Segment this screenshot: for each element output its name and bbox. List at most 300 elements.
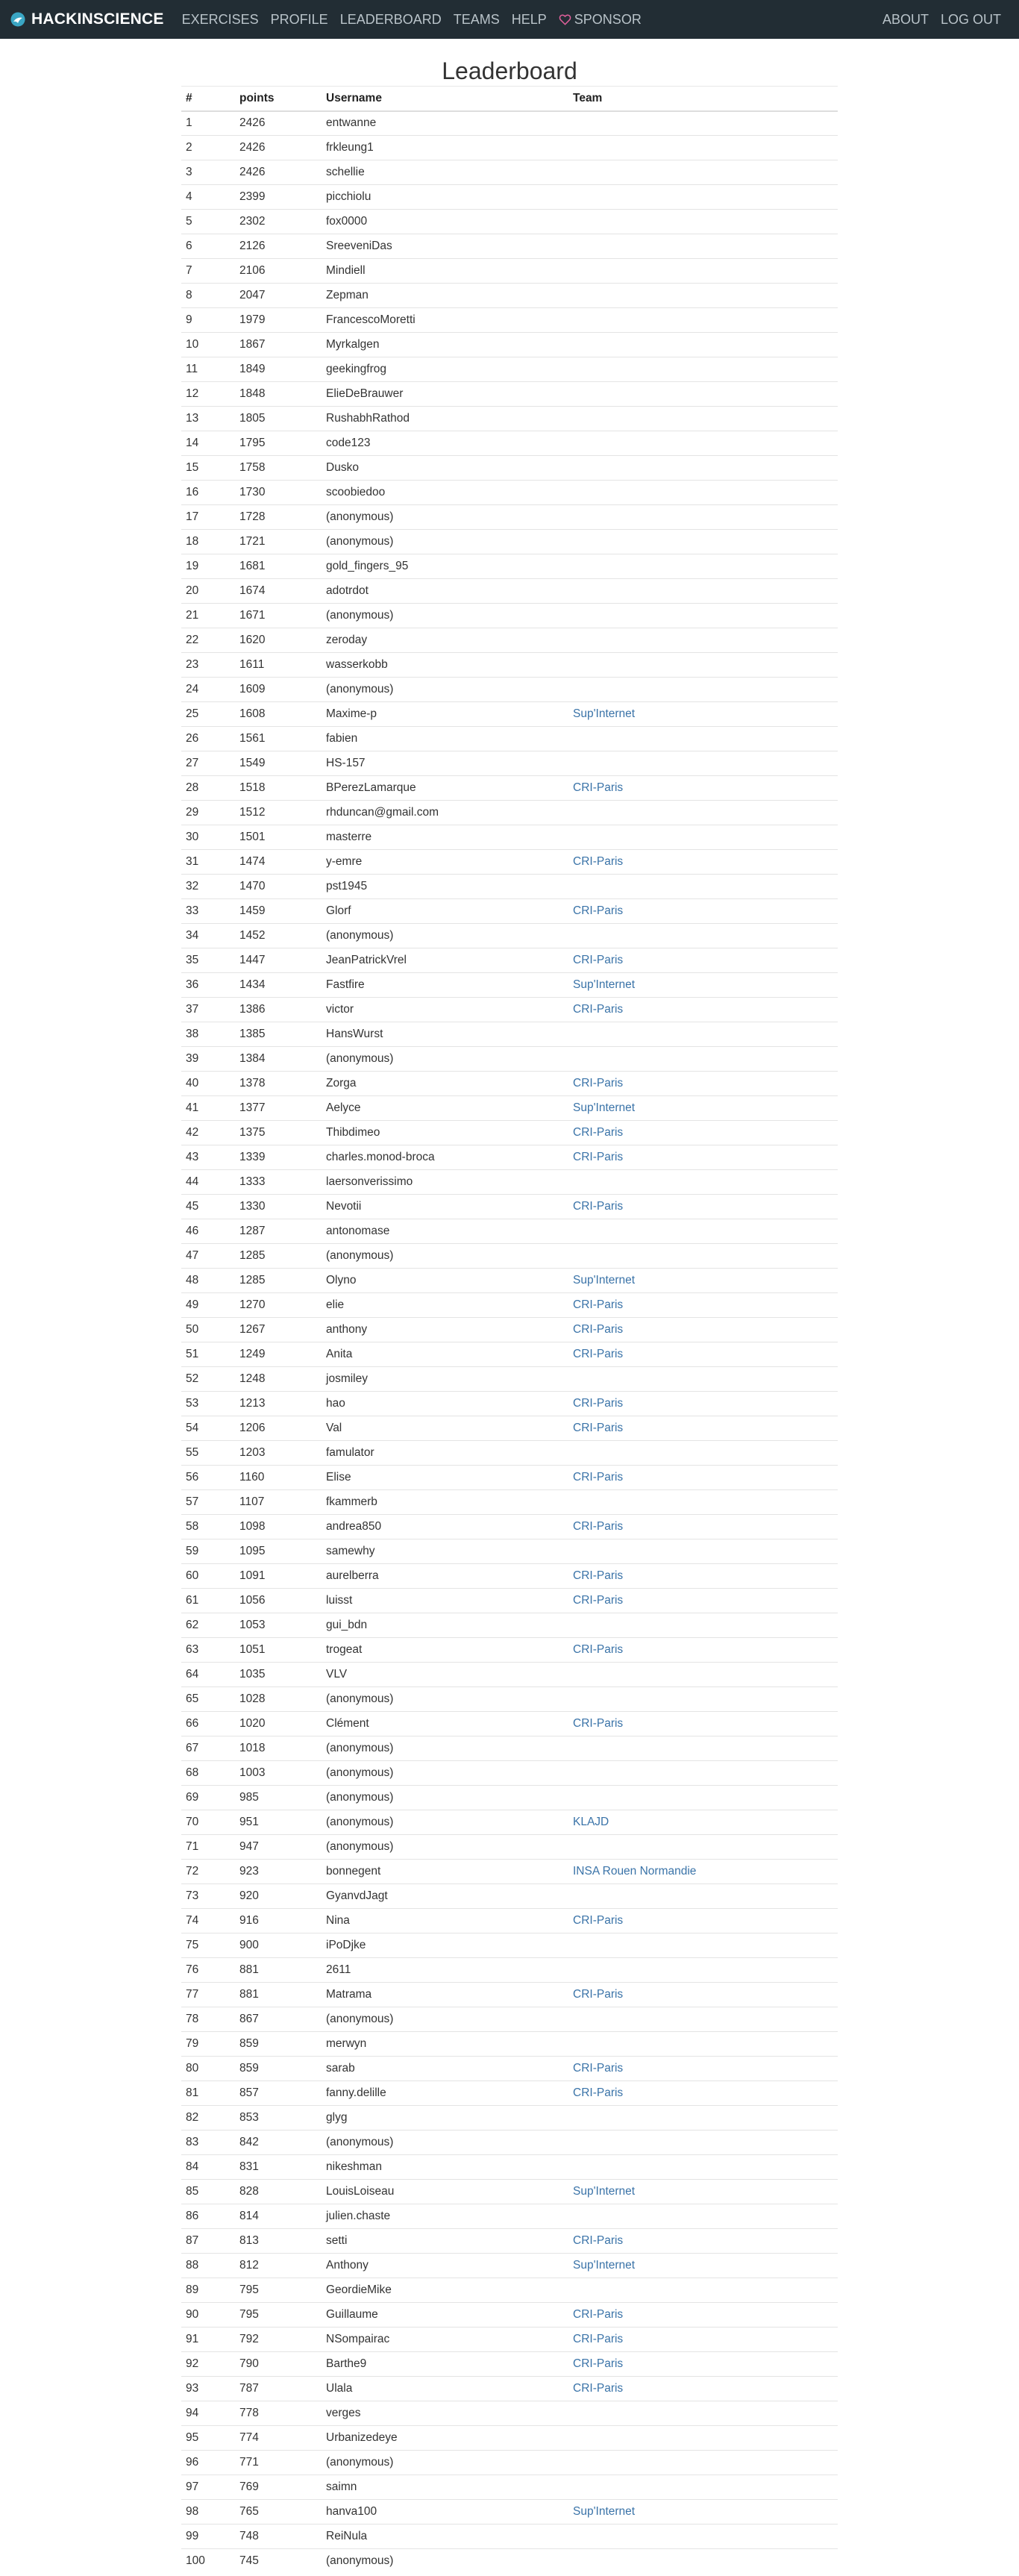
rank-cell: 95 — [181, 2426, 235, 2451]
team-cell — [568, 2500, 838, 2525]
team-cell — [568, 2155, 838, 2180]
team-link[interactable]: CRI-Paris — [573, 1422, 624, 1434]
rank-cell: 56 — [181, 1466, 235, 1490]
team-cell — [568, 1318, 838, 1342]
team-link[interactable]: Sup'Internet — [573, 2505, 636, 2518]
username-cell: gold_fingers_95 — [322, 554, 568, 579]
username-cell: y-emre — [322, 850, 568, 875]
header-team: Team — [568, 87, 838, 111]
points-cell: 1518 — [235, 776, 322, 801]
username-cell: Myrkalgen — [322, 333, 568, 357]
team-cell — [568, 1490, 838, 1515]
username-cell: (anonymous) — [322, 2451, 568, 2475]
table-row — [181, 308, 838, 333]
username-cell: RushabhRathod — [322, 407, 568, 431]
points-cell: 769 — [235, 2475, 322, 2500]
table-row — [181, 1293, 838, 1318]
username-cell: victor — [322, 998, 568, 1022]
table-row — [181, 948, 838, 973]
table-row — [181, 1047, 838, 1072]
table-row — [181, 111, 838, 136]
nav-right — [882, 12, 1009, 28]
team-link[interactable]: CRI-Paris — [573, 2234, 624, 2247]
table-row — [181, 2130, 838, 2155]
username-cell: elie — [322, 1293, 568, 1318]
points-cell: 1848 — [235, 382, 322, 407]
points-cell: 828 — [235, 2180, 322, 2204]
team-cell — [568, 2525, 838, 2549]
username-cell: fkammerb — [322, 1490, 568, 1515]
team-cell — [568, 2180, 838, 2204]
rank-cell: 52 — [181, 1367, 235, 1392]
username-cell: fanny.delille — [322, 2081, 568, 2106]
username-cell: Anita — [322, 1342, 568, 1367]
team-cell — [568, 2032, 838, 2057]
points-cell: 2399 — [235, 185, 322, 210]
rank-cell: 47 — [181, 1244, 235, 1269]
nav-sponsor-label: SPONSOR — [574, 11, 642, 27]
points-cell: 1452 — [235, 924, 322, 948]
nav-exercises[interactable]: EXERCISES — [181, 11, 259, 27]
username-cell: LouisLoiseau — [322, 2180, 568, 2204]
team-cell — [568, 2229, 838, 2254]
table-row — [181, 1933, 838, 1958]
username-cell: (anonymous) — [322, 2007, 568, 2032]
team-cell — [568, 1219, 838, 1244]
table-row — [181, 136, 838, 160]
table-row — [181, 1860, 838, 1884]
team-link[interactable]: CRI-Paris — [573, 1126, 624, 1139]
points-cell: 1501 — [235, 825, 322, 850]
team-link[interactable]: CRI-Paris — [573, 1717, 624, 1730]
team-cell — [568, 924, 838, 948]
team-link[interactable]: CRI-Paris — [573, 1569, 624, 1582]
username-cell: picchiolu — [322, 185, 568, 210]
username-cell: (anonymous) — [322, 1835, 568, 1860]
team-link[interactable]: KLAJD — [573, 1816, 609, 1828]
team-cell — [568, 1170, 838, 1195]
points-cell: 1203 — [235, 1441, 322, 1466]
team-cell — [568, 530, 838, 554]
rank-cell: 39 — [181, 1047, 235, 1072]
rank-cell: 21 — [181, 604, 235, 628]
rank-cell: 63 — [181, 1638, 235, 1663]
team-cell — [568, 973, 838, 998]
rank-cell: 54 — [181, 1416, 235, 1441]
team-link[interactable]: CRI-Paris — [573, 904, 624, 917]
username-cell: glyg — [322, 2106, 568, 2130]
team-cell — [568, 234, 838, 259]
team-cell — [568, 136, 838, 160]
team-link[interactable]: Sup'Internet — [573, 2185, 636, 2198]
table-row — [181, 899, 838, 924]
rank-cell: 99 — [181, 2525, 235, 2549]
rank-cell: 10 — [181, 333, 235, 357]
points-cell: 778 — [235, 2401, 322, 2426]
username-cell: zeroday — [322, 628, 568, 653]
table-row — [181, 456, 838, 481]
team-cell — [568, 357, 838, 382]
team-cell — [568, 554, 838, 579]
rank-cell: 34 — [181, 924, 235, 948]
team-cell — [568, 1638, 838, 1663]
rank-cell: 57 — [181, 1490, 235, 1515]
username-cell: anthony — [322, 1318, 568, 1342]
team-link[interactable]: Sup'Internet — [573, 978, 636, 991]
rank-cell: 80 — [181, 2057, 235, 2081]
table-row — [181, 481, 838, 505]
table-row — [181, 2500, 838, 2525]
points-cell: 2426 — [235, 136, 322, 160]
table-row — [181, 1810, 838, 1835]
table-row — [181, 210, 838, 234]
rank-cell: 40 — [181, 1072, 235, 1096]
team-cell — [568, 604, 838, 628]
team-cell — [568, 1860, 838, 1884]
team-link[interactable]: CRI-Paris — [573, 2333, 624, 2345]
team-cell — [568, 456, 838, 481]
table-row — [181, 678, 838, 702]
team-link[interactable]: Sup'Internet — [573, 1101, 636, 1114]
table-row — [181, 2229, 838, 2254]
username-cell: gui_bdn — [322, 1613, 568, 1638]
rank-cell: 61 — [181, 1589, 235, 1613]
table-row — [181, 1318, 838, 1342]
brand-link[interactable] — [10, 10, 164, 28]
team-cell — [568, 2204, 838, 2229]
points-cell: 1758 — [235, 456, 322, 481]
rank-cell: 16 — [181, 481, 235, 505]
team-cell — [568, 1687, 838, 1712]
team-cell — [568, 875, 838, 899]
points-cell: 1285 — [235, 1269, 322, 1293]
table-row — [181, 2475, 838, 2500]
team-link[interactable]: CRI-Paris — [573, 1151, 624, 1163]
rank-cell: 43 — [181, 1145, 235, 1170]
rank-cell: 91 — [181, 2328, 235, 2352]
rank-cell: 97 — [181, 2475, 235, 2500]
rank-cell: 36 — [181, 973, 235, 998]
table-row — [181, 1884, 838, 1909]
team-cell — [568, 2081, 838, 2106]
nav-help[interactable]: HELP — [511, 11, 547, 27]
points-cell: 795 — [235, 2278, 322, 2303]
table-row — [181, 530, 838, 554]
rank-cell: 17 — [181, 505, 235, 530]
username-cell: bonnegent — [322, 1860, 568, 1884]
heart-icon — [559, 14, 571, 25]
team-link[interactable]: CRI-Paris — [573, 1397, 624, 1410]
nav-sponsor[interactable] — [559, 12, 642, 28]
rank-cell: 5 — [181, 210, 235, 234]
team-link[interactable]: CRI-Paris — [573, 1298, 624, 1311]
rank-cell: 98 — [181, 2500, 235, 2525]
points-cell: 900 — [235, 1933, 322, 1958]
rank-cell: 24 — [181, 678, 235, 702]
header-row — [181, 87, 838, 111]
team-cell — [568, 1810, 838, 1835]
rank-cell: 4 — [181, 185, 235, 210]
points-cell: 787 — [235, 2377, 322, 2401]
team-cell — [568, 1786, 838, 1810]
rank-cell: 67 — [181, 1736, 235, 1761]
team-link[interactable]: CRI-Paris — [573, 1003, 624, 1016]
leaderboard-table — [181, 86, 838, 2574]
rank-cell: 38 — [181, 1022, 235, 1047]
table-row — [181, 998, 838, 1022]
rank-cell: 49 — [181, 1293, 235, 1318]
nav-leaderboard[interactable]: LEADERBOARD — [339, 11, 442, 27]
nav-logout[interactable]: LOG OUT — [940, 11, 1001, 27]
points-cell: 812 — [235, 2254, 322, 2278]
team-link[interactable]: CRI-Paris — [573, 2308, 624, 2321]
team-cell — [568, 678, 838, 702]
team-cell — [568, 1515, 838, 1539]
team-cell — [568, 2106, 838, 2130]
rank-cell: 29 — [181, 801, 235, 825]
team-cell — [568, 1761, 838, 1786]
table-row — [181, 1909, 838, 1933]
table-row — [181, 973, 838, 998]
team-link[interactable]: CRI-Paris — [573, 855, 624, 868]
points-cell: 1849 — [235, 357, 322, 382]
rank-cell: 23 — [181, 653, 235, 678]
rank-cell: 12 — [181, 382, 235, 407]
points-cell: 859 — [235, 2032, 322, 2057]
username-cell: antonomase — [322, 1219, 568, 1244]
table-row — [181, 1022, 838, 1047]
table-row — [181, 1712, 838, 1736]
table-row — [181, 505, 838, 530]
team-cell — [568, 1269, 838, 1293]
table-row — [181, 727, 838, 751]
rank-cell: 81 — [181, 2081, 235, 2106]
rank-cell: 19 — [181, 554, 235, 579]
rank-cell: 46 — [181, 1219, 235, 1244]
team-cell — [568, 1663, 838, 1687]
rank-cell: 74 — [181, 1909, 235, 1933]
username-cell: Barthe9 — [322, 2352, 568, 2377]
username-cell: Mindiell — [322, 259, 568, 284]
rank-cell: 89 — [181, 2278, 235, 2303]
team-cell — [568, 210, 838, 234]
team-link[interactable]: Sup'Internet — [573, 2259, 636, 2272]
username-cell: (anonymous) — [322, 1687, 568, 1712]
team-link[interactable]: INSA Rouen Normandie — [573, 1865, 697, 1878]
header-rank: # — [181, 87, 235, 111]
team-cell — [568, 2007, 838, 2032]
team-link[interactable]: CRI-Paris — [573, 954, 624, 966]
team-cell — [568, 1195, 838, 1219]
team-cell — [568, 284, 838, 308]
username-cell: (anonymous) — [322, 505, 568, 530]
rank-cell: 32 — [181, 875, 235, 899]
points-cell: 792 — [235, 2328, 322, 2352]
points-cell: 1160 — [235, 1466, 322, 1490]
team-cell — [568, 1367, 838, 1392]
points-cell: 1028 — [235, 1687, 322, 1712]
points-cell: 1091 — [235, 1564, 322, 1589]
username-cell: andrea850 — [322, 1515, 568, 1539]
table-row — [181, 2180, 838, 2204]
points-cell: 831 — [235, 2155, 322, 2180]
team-link[interactable]: Sup'Internet — [573, 1274, 636, 1287]
points-cell: 916 — [235, 1909, 322, 1933]
username-cell: Zepman — [322, 284, 568, 308]
table-row — [181, 1786, 838, 1810]
team-link[interactable]: CRI-Paris — [573, 1200, 624, 1213]
table-row — [181, 333, 838, 357]
team-cell — [568, 2057, 838, 2081]
team-cell — [568, 1392, 838, 1416]
points-cell: 867 — [235, 2007, 322, 2032]
nav-profile[interactable]: PROFILE — [270, 11, 328, 27]
username-cell: GyanvdJagt — [322, 1884, 568, 1909]
points-cell: 1512 — [235, 801, 322, 825]
username-cell: Clément — [322, 1712, 568, 1736]
rank-cell: 45 — [181, 1195, 235, 1219]
team-cell — [568, 1909, 838, 1933]
rank-cell: 73 — [181, 1884, 235, 1909]
username-cell: Anthony — [322, 2254, 568, 2278]
table-row — [181, 1613, 838, 1638]
team-link[interactable]: CRI-Paris — [573, 1323, 624, 1336]
team-link[interactable]: CRI-Paris — [573, 2357, 624, 2370]
points-cell: 1248 — [235, 1367, 322, 1392]
team-link[interactable]: CRI-Paris — [573, 1594, 624, 1607]
username-cell: laersonverissimo — [322, 1170, 568, 1195]
team-cell — [568, 160, 838, 185]
username-cell: FrancescoMoretti — [322, 308, 568, 333]
team-link[interactable]: CRI-Paris — [573, 1471, 624, 1484]
points-cell: 1249 — [235, 1342, 322, 1367]
rank-cell: 26 — [181, 727, 235, 751]
points-cell: 2426 — [235, 111, 322, 136]
username-cell: (anonymous) — [322, 1244, 568, 1269]
team-cell — [568, 2426, 838, 2451]
team-link[interactable]: CRI-Paris — [573, 1643, 624, 1656]
rank-cell: 55 — [181, 1441, 235, 1466]
username-cell: Maxime-p — [322, 702, 568, 727]
team-link[interactable]: CRI-Paris — [573, 2382, 624, 2395]
username-cell: Ulala — [322, 2377, 568, 2401]
team-cell — [568, 1983, 838, 2007]
team-link[interactable]: CRI-Paris — [573, 2062, 624, 2075]
username-cell: (anonymous) — [322, 530, 568, 554]
username-cell: Urbanizedeye — [322, 2426, 568, 2451]
team-link[interactable]: CRI-Paris — [573, 1914, 624, 1927]
username-cell: scoobiedoo — [322, 481, 568, 505]
team-cell — [568, 1096, 838, 1121]
nav-teams[interactable]: TEAMS — [453, 11, 500, 27]
points-cell: 1549 — [235, 751, 322, 776]
rank-cell: 75 — [181, 1933, 235, 1958]
username-cell: setti — [322, 2229, 568, 2254]
points-cell: 1053 — [235, 1613, 322, 1638]
rank-cell: 22 — [181, 628, 235, 653]
table-row — [181, 2007, 838, 2032]
table-row — [181, 2352, 838, 2377]
team-link[interactable]: CRI-Paris — [573, 1077, 624, 1090]
team-cell — [568, 2352, 838, 2377]
team-link[interactable]: Sup'Internet — [573, 707, 636, 720]
username-cell: Guillaume — [322, 2303, 568, 2328]
rank-cell: 84 — [181, 2155, 235, 2180]
rank-cell: 79 — [181, 2032, 235, 2057]
rank-cell: 82 — [181, 2106, 235, 2130]
points-cell: 1213 — [235, 1392, 322, 1416]
rank-cell: 66 — [181, 1712, 235, 1736]
team-cell — [568, 1884, 838, 1909]
username-cell: Nevotii — [322, 1195, 568, 1219]
username-cell: GeordieMike — [322, 2278, 568, 2303]
team-cell — [568, 1072, 838, 1096]
table-row — [181, 628, 838, 653]
table-body — [181, 111, 838, 2574]
username-cell: BPerezLamarque — [322, 776, 568, 801]
points-cell: 920 — [235, 1884, 322, 1909]
team-cell — [568, 1589, 838, 1613]
rank-cell: 37 — [181, 998, 235, 1022]
rank-cell: 72 — [181, 1860, 235, 1884]
username-cell: fabien — [322, 727, 568, 751]
username-cell: luisst — [322, 1589, 568, 1613]
team-cell — [568, 579, 838, 604]
team-link[interactable]: CRI-Paris — [573, 1348, 624, 1360]
points-cell: 1730 — [235, 481, 322, 505]
username-cell: Fastfire — [322, 973, 568, 998]
points-cell: 2302 — [235, 210, 322, 234]
table-row — [181, 1663, 838, 1687]
team-cell — [568, 801, 838, 825]
team-link[interactable]: CRI-Paris — [573, 1988, 624, 2001]
table-row — [181, 160, 838, 185]
rank-cell: 9 — [181, 308, 235, 333]
team-link[interactable]: CRI-Paris — [573, 2086, 624, 2099]
table-row — [181, 1736, 838, 1761]
points-cell: 765 — [235, 2500, 322, 2525]
rank-cell: 1 — [181, 111, 235, 136]
table-row — [181, 284, 838, 308]
team-cell — [568, 2278, 838, 2303]
points-cell: 947 — [235, 1835, 322, 1860]
team-cell — [568, 1835, 838, 1860]
points-cell: 1003 — [235, 1761, 322, 1786]
rank-cell: 20 — [181, 579, 235, 604]
rank-cell: 7 — [181, 259, 235, 284]
header-points: points — [235, 87, 322, 111]
team-cell — [568, 1441, 838, 1466]
team-link[interactable]: CRI-Paris — [573, 1520, 624, 1533]
table-row — [181, 234, 838, 259]
username-cell: (anonymous) — [322, 1047, 568, 1072]
username-cell: famulator — [322, 1441, 568, 1466]
team-link[interactable]: CRI-Paris — [573, 781, 624, 794]
rank-cell: 3 — [181, 160, 235, 185]
username-cell: adotrdot — [322, 579, 568, 604]
nav-about[interactable]: ABOUT — [882, 11, 929, 27]
rank-cell: 44 — [181, 1170, 235, 1195]
points-cell: 1377 — [235, 1096, 322, 1121]
team-cell — [568, 1466, 838, 1490]
points-cell: 923 — [235, 1860, 322, 1884]
points-cell: 1095 — [235, 1539, 322, 1564]
username-cell: wasserkobb — [322, 653, 568, 678]
points-cell: 814 — [235, 2204, 322, 2229]
table-row — [181, 1416, 838, 1441]
rank-cell: 8 — [181, 284, 235, 308]
rank-cell: 42 — [181, 1121, 235, 1145]
